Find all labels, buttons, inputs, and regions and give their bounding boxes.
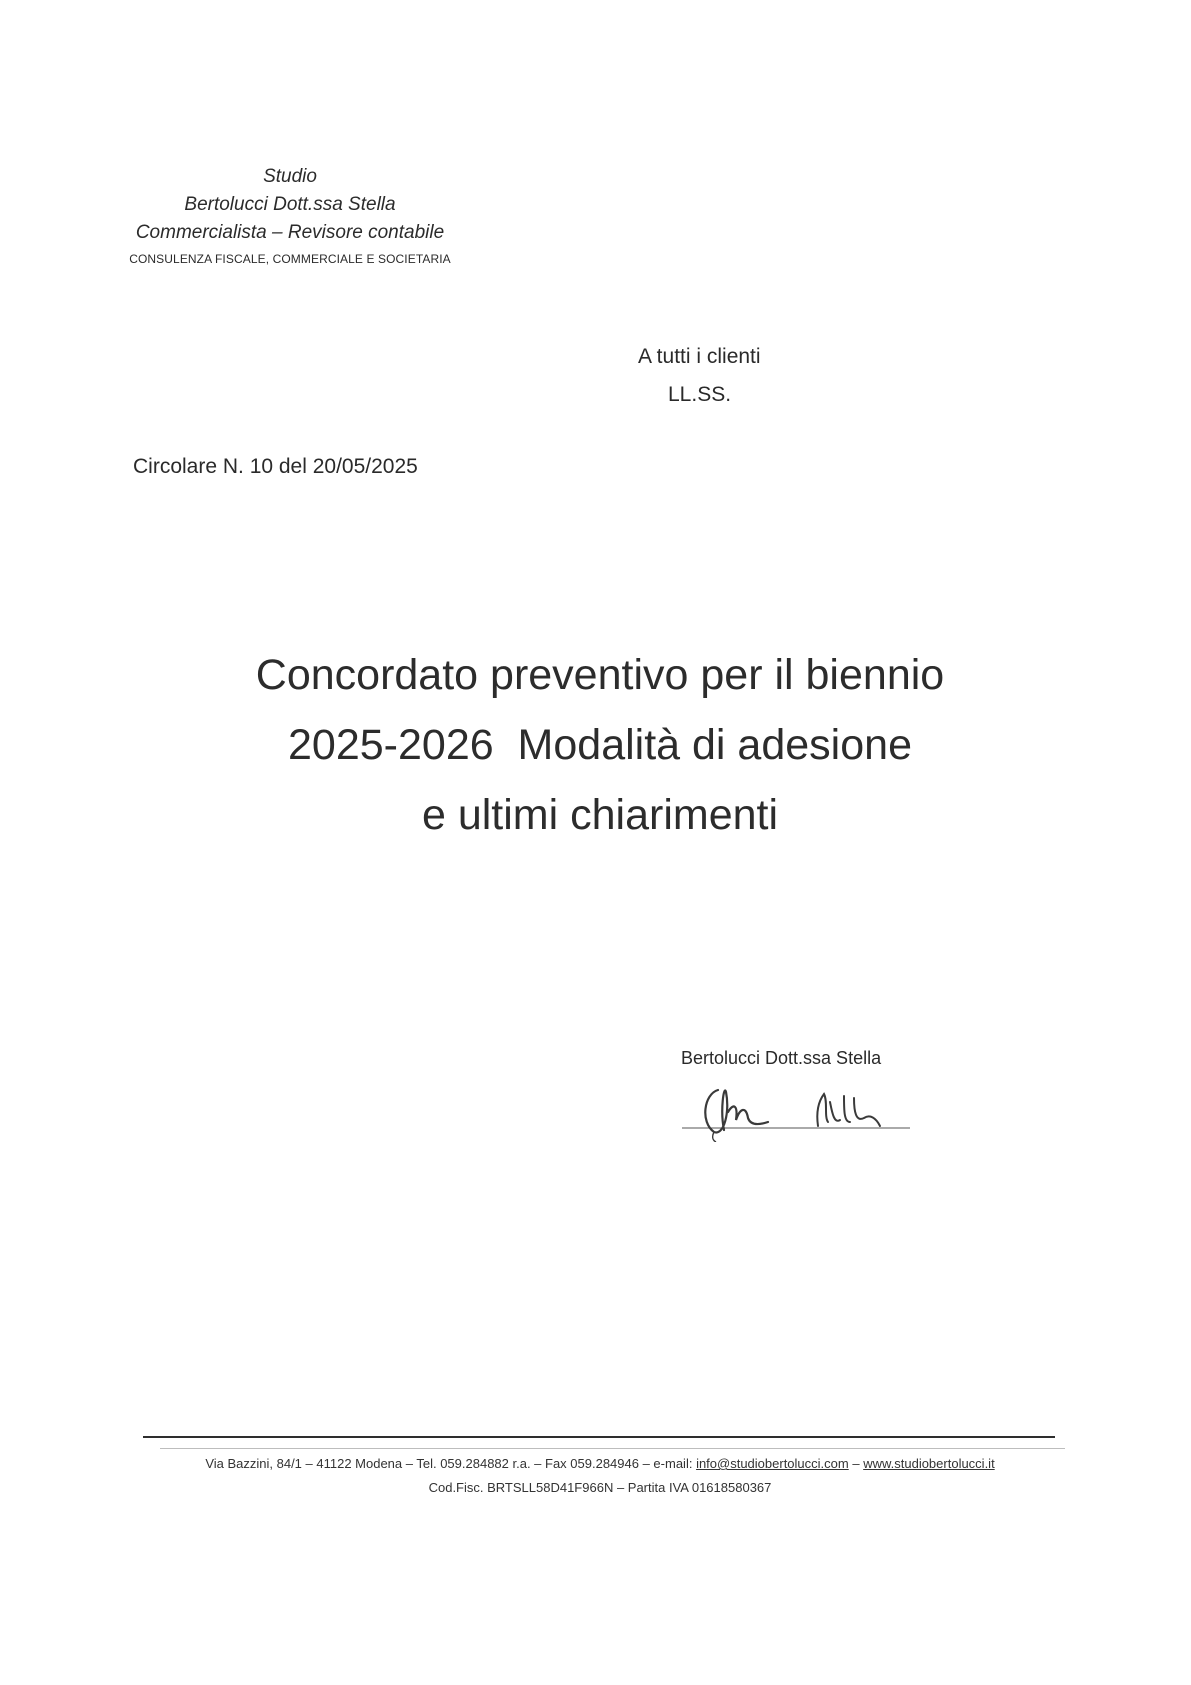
- footer-fiscal-info: Cod.Fisc. BRTSLL58D41F966N – Partita IVA 01618580367: [428, 1480, 772, 1495]
- footer-address: Via Bazzini, 84/1 – 41122 Modena – Tel. 059.284882 r.a. – Fax 059.284946 – e-mail:: [205, 1456, 697, 1471]
- footer-divider: [143, 1436, 1055, 1438]
- footer-divider-thin: [160, 1448, 1065, 1449]
- footer-website-link[interactable]: www.studiobertolucci.it: [863, 1456, 995, 1471]
- title-line-2: 2025-2026 Modalità di adesione: [288, 721, 912, 769]
- footer: [140, 1452, 1060, 1500]
- title-line-3: e ultimi chiarimenti: [421, 791, 779, 839]
- letterhead-studio: Studio: [263, 166, 317, 187]
- addressee-block: [638, 338, 761, 414]
- signer-name: Bertolucci Dott.ssa Stella: [681, 1048, 882, 1068]
- footer-contacts: [140, 1452, 1060, 1476]
- letterhead-profession: Commercialista – Revisore contabile: [135, 222, 445, 243]
- addressee-abbrev: LL.SS.: [668, 383, 732, 406]
- footer-separator: –: [848, 1456, 864, 1471]
- handwritten-signature: [678, 1072, 918, 1142]
- title-line-1: Concordato preventivo per il biennio: [255, 651, 945, 699]
- letterhead-services: CONSULENZA FISCALE, COMMERCIALE E SOCIETARIA: [129, 252, 451, 266]
- letterhead-name: Bertolucci Dott.ssa Stella: [184, 194, 396, 215]
- addressee-line: A tutti i clienti: [638, 345, 761, 368]
- footer-email-link[interactable]: info@studiobertolucci.com: [696, 1456, 849, 1471]
- document-title: [140, 640, 1060, 850]
- letterhead: [110, 163, 470, 269]
- circular-reference: Circolare N. 10 del 20/05/2025: [133, 455, 418, 478]
